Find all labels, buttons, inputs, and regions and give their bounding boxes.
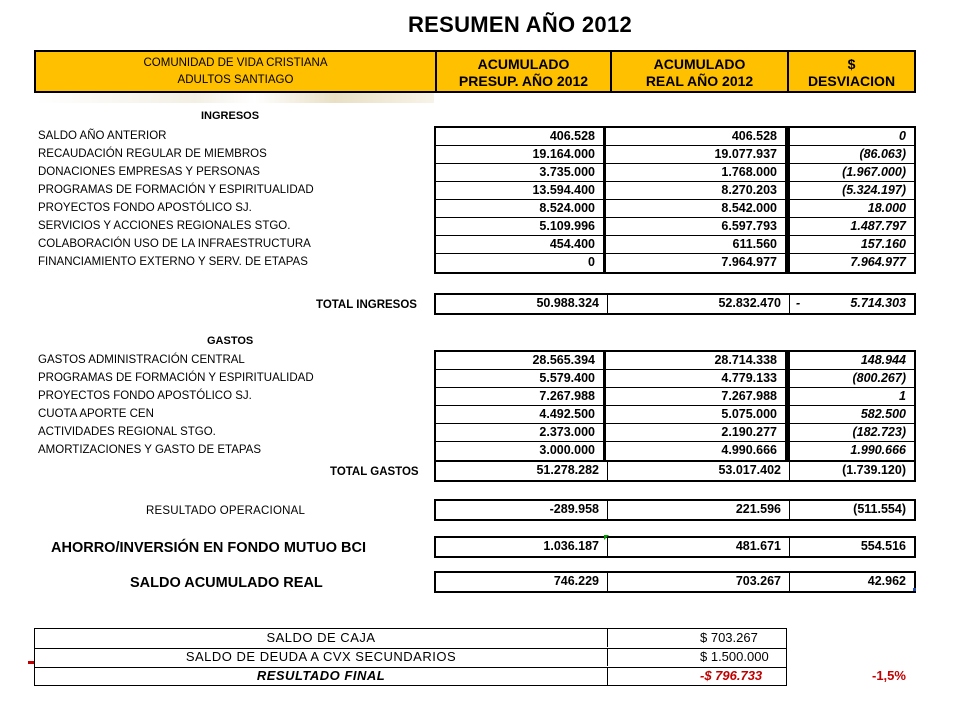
ingresos-desviacion-cell: (86.063): [790, 146, 914, 164]
ingresos-desviacion-cell: 157.160: [790, 236, 914, 254]
col-header-presupuesto-line2: PRESUP. AÑO 2012: [458, 73, 589, 89]
ahorro-label: AHORRO/INVERSIÓN EN FONDO MUTUO BCI: [51, 540, 366, 556]
ingresos-real-cell: 8.542.000: [606, 200, 786, 218]
gastos-presupuesto-cell: 7.267.988: [436, 388, 604, 406]
final-summary-table: [34, 628, 787, 686]
final-row-deuda: [35, 648, 786, 668]
resultado-label: RESULTADO OPERACIONAL: [146, 505, 306, 517]
gastos-real-cell: 2.190.277: [606, 424, 786, 442]
ingresos-row-label: FINANCIAMIENTO EXTERNO Y SERV. DE ETAPAS: [38, 256, 308, 268]
ahorro-real: 481.671: [608, 538, 790, 556]
ahorro-row: [434, 536, 916, 558]
final-row-caja-label: SALDO DE CAJA: [266, 630, 376, 645]
gastos-real-cell: 4.990.666: [606, 442, 786, 460]
final-row-deuda-value: $ 1.500.000: [607, 648, 786, 666]
total-ingresos-row: [434, 293, 916, 315]
col-header-real-line1: ACUMULADO: [653, 56, 746, 72]
ingresos-desviacion-cell: 18.000: [790, 200, 914, 218]
gastos-real-cell: 4.779.133: [606, 370, 786, 388]
ingresos-presupuesto-cell: 19.164.000: [436, 146, 604, 164]
gastos-presupuesto-cell: 4.492.500: [436, 406, 604, 424]
gastos-row-label: PROYECTOS FONDO APOSTÓLICO SJ.: [38, 390, 252, 402]
ingresos-heading: INGRESOS: [201, 110, 260, 122]
saldo-real: 703.267: [608, 573, 790, 591]
col-header-real: [612, 50, 789, 93]
col-header-desviacion-line1: $: [847, 56, 856, 72]
final-row-resultado-value: -$ 796.733: [607, 667, 786, 685]
ingresos-presupuesto-cell: 406.528: [436, 128, 604, 146]
gastos-desviacion-cell: 1: [790, 388, 914, 406]
ingresos-presupuesto-cell: 13.594.400: [436, 182, 604, 200]
col-header-presupuesto-line1: ACUMULADO: [477, 56, 570, 72]
final-percent: -1,5%: [872, 668, 906, 683]
ingresos-row-label: COLABORACIÓN USO DE LA INFRAESTRUCTURA: [38, 238, 311, 250]
ingresos-desviacion-cell: 1.487.797: [790, 218, 914, 236]
saldo-presupuesto: 746.229: [436, 573, 608, 591]
ingresos-presupuesto-cell: 5.109.996: [436, 218, 604, 236]
org-header: [34, 50, 435, 93]
col-header-desviacion-line2: DESVIACION: [807, 73, 896, 89]
ingresos-row-label: PROYECTOS FONDO APOSTÓLICO SJ.: [38, 202, 252, 214]
page-title: RESUMEN AÑO 2012: [407, 12, 633, 37]
resultado-real: 221.596: [608, 501, 790, 519]
saldo-row: [434, 571, 916, 593]
gastos-presupuesto-cell: 3.000.000: [436, 442, 604, 460]
ingresos-row-label: SERVICIOS Y ACCIONES REGIONALES STGO.: [38, 220, 291, 232]
ingresos-real-cell: 611.560: [606, 236, 786, 254]
total-gastos-label: TOTAL GASTOS: [330, 466, 419, 478]
ahorro-desviacion: 554.516: [860, 539, 906, 553]
resultado-presupuesto: -289.958: [436, 501, 608, 519]
gastos-desviacion-cell: 148.944: [790, 352, 914, 370]
gastos-row-label: AMORTIZACIONES Y GASTO DE ETAPAS: [38, 444, 262, 456]
saldo-label: SALDO ACUMULADO REAL: [130, 575, 323, 591]
total-gastos-presupuesto: 51.278.282: [436, 462, 608, 480]
ingresos-presupuesto-cell: 454.400: [436, 236, 604, 254]
ingresos-presupuesto-cell: 8.524.000: [436, 200, 604, 218]
total-ingresos-presupuesto: 50.988.324: [436, 295, 608, 313]
ingresos-desviacion-box: [788, 126, 916, 274]
gastos-real-cell: 7.267.988: [606, 388, 786, 406]
gastos-row-label: PROGRAMAS DE FORMACIÓN Y ESPIRITUALIDAD: [38, 372, 314, 384]
gastos-row-label: GASTOS ADMINISTRACIÓN CENTRAL: [38, 354, 245, 366]
final-row-resultado: [35, 667, 786, 686]
org-name: COMUNIDAD DE VIDA CRISTIANA: [143, 57, 328, 69]
ingresos-real-cell: 7.964.977: [606, 254, 786, 272]
ingresos-presupuesto-cell: 3.735.000: [436, 164, 604, 182]
gastos-heading: GASTOS: [207, 335, 254, 347]
resultado-desviacion: (511.554): [853, 502, 906, 516]
decorative-banner: [36, 93, 434, 103]
ingresos-row-label: SALDO AÑO ANTERIOR: [38, 130, 167, 142]
org-group: ADULTOS SANTIAGO: [177, 74, 294, 86]
final-row-caja: [35, 629, 786, 649]
ingresos-real-cell: 19.077.937: [606, 146, 786, 164]
col-header-real-line2: REAL AÑO 2012: [645, 73, 754, 89]
ingresos-row-label: RECAUDACIÓN REGULAR DE MIEMBROS: [38, 148, 267, 160]
col-header-presupuesto: [435, 50, 612, 93]
gastos-real-box: [604, 350, 788, 462]
saldo-desviacion: 42.962: [867, 574, 906, 588]
gastos-presupuesto-cell: 2.373.000: [436, 424, 604, 442]
total-ingresos-desviacion: [790, 295, 914, 313]
ingresos-desviacion-cell: 7.964.977: [850, 255, 906, 269]
final-row-caja-value: $ 703.267: [607, 629, 786, 647]
ahorro-presupuesto: 1.036.187: [436, 538, 608, 556]
gastos-desviacion-cell: (182.723): [790, 424, 914, 442]
col-header-desviacion: [789, 50, 916, 93]
ingresos-row-label: PROGRAMAS DE FORMACIÓN Y ESPIRITUALIDAD: [38, 184, 314, 196]
ingresos-row-label: DONACIONES EMPRESAS Y PERSONAS: [38, 166, 260, 178]
gastos-real-cell: 5.075.000: [606, 406, 786, 424]
gastos-row-label: ACTIVIDADES REGIONAL STGO.: [38, 426, 216, 438]
cell-note-marker: [604, 535, 609, 540]
total-ingresos-label: TOTAL INGRESOS: [316, 299, 417, 311]
gastos-desviacion-box: [788, 350, 916, 462]
gastos-desviacion-cell: 1.990.666: [850, 443, 906, 457]
total-gastos-real: 53.017.402: [608, 462, 790, 480]
final-row-deuda-label: SALDO DE DEUDA A CVX SECUNDARIOS: [185, 649, 457, 664]
gastos-presupuesto-cell: 5.579.400: [436, 370, 604, 388]
ingresos-desviacion-cell: (1.967.000): [790, 164, 914, 182]
ingresos-real-cell: 1.768.000: [606, 164, 786, 182]
total-ingresos-desviacion-value: 5.714.303: [850, 296, 906, 310]
total-gastos-row: [434, 462, 916, 482]
gastos-desviacion-cell: 582.500: [790, 406, 914, 424]
gastos-desviacion-cell: (800.267): [790, 370, 914, 388]
total-gastos-desviacion: (1.739.120): [842, 463, 906, 477]
ingresos-real-cell: 406.528: [606, 128, 786, 146]
gastos-presupuesto-cell: 28.565.394: [436, 352, 604, 370]
total-ingresos-real: 52.832.470: [608, 295, 790, 313]
ingresos-presupuesto-cell: 0: [436, 254, 604, 272]
total-ingresos-dash: -: [796, 296, 801, 310]
ingresos-real-box: [604, 126, 788, 274]
ingresos-real-cell: 6.597.793: [606, 218, 786, 236]
ingresos-desviacion-cell: (5.324.197): [790, 182, 914, 200]
gastos-real-cell: 28.714.338: [606, 352, 786, 370]
resultado-row: [434, 499, 916, 521]
ingresos-desviacion-cell: 0: [790, 128, 914, 146]
final-row-resultado-label: RESULTADO FINAL: [256, 668, 386, 683]
ingresos-presupuesto-box: [434, 126, 606, 274]
gastos-presupuesto-box: [434, 350, 606, 462]
gastos-row-label: CUOTA APORTE CEN: [38, 408, 154, 420]
ingresos-real-cell: 8.270.203: [606, 182, 786, 200]
selection-handle: [913, 588, 916, 591]
